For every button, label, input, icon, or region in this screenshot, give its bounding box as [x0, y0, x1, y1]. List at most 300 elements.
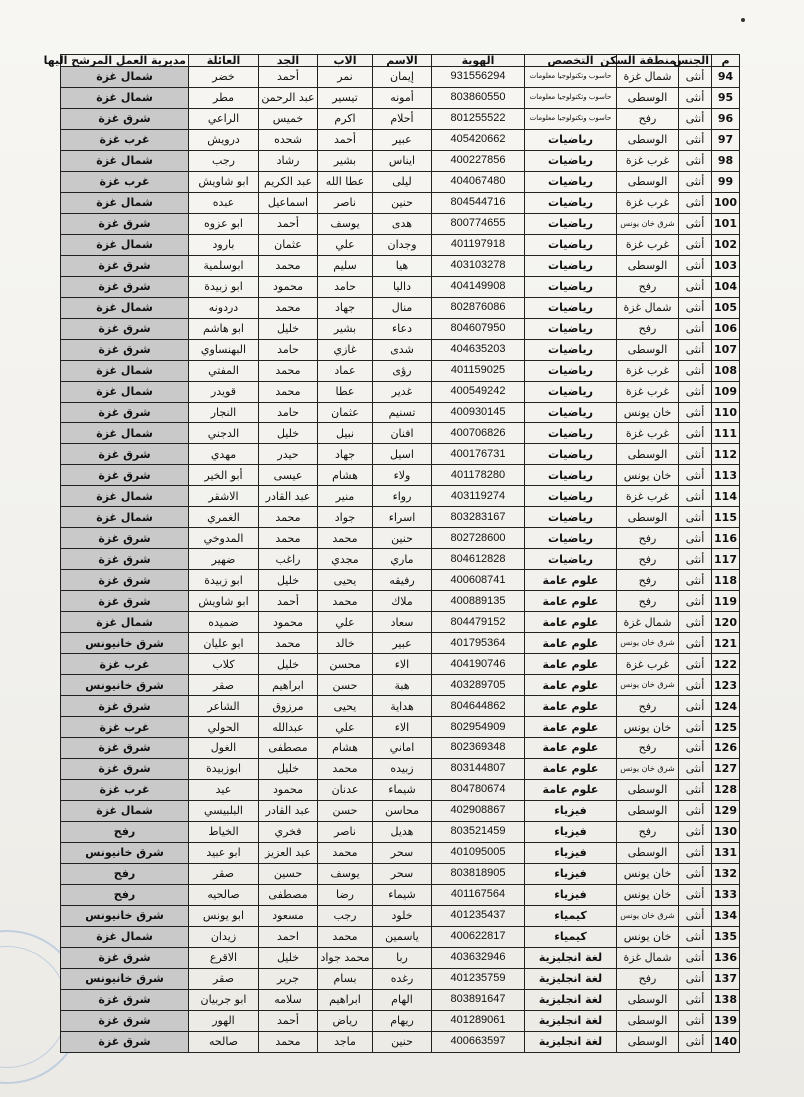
cell-grandfather-name: عيسى [259, 465, 318, 486]
cell-father-name: رضا [318, 884, 373, 905]
cell-grandfather-name: حامد [259, 339, 318, 360]
cell-directorate: شمال غزة [61, 150, 189, 171]
cell-directorate: شرق غزة [61, 276, 189, 297]
cell-grandfather-name: خليل [259, 947, 318, 968]
cell-specialty: رياضيات [525, 255, 617, 276]
cell-directorate: شمال غزة [61, 612, 189, 633]
cell-directorate: شرق غزة [61, 318, 189, 339]
cell-specialty: رياضيات [525, 297, 617, 318]
cell-father-name: محسن [318, 654, 373, 675]
cell-father-name: جهاد [318, 444, 373, 465]
cell-region: غرب غزة [617, 654, 679, 675]
cell-id: 401178280 [432, 465, 525, 486]
cell-gender: أنثى [679, 884, 712, 905]
cell-father-name: منير [318, 486, 373, 507]
cell-region: الوسطى [617, 87, 679, 108]
cell-id: 804612828 [432, 549, 525, 570]
cell-id: 404067480 [432, 171, 525, 192]
cell-gender: أنثى [679, 87, 712, 108]
cell-father-name: نبيل [318, 423, 373, 444]
cell-first-name: اسيل [373, 444, 432, 465]
cell-id: 803860550 [432, 87, 525, 108]
cell-region: الوسطى [617, 507, 679, 528]
cell-region: الوسطى [617, 129, 679, 150]
cell-father-name: بشير [318, 318, 373, 339]
cell-family-name: صقر [189, 968, 259, 989]
cell-grandfather-name: أحمد [259, 1010, 318, 1031]
cell-father-name: محمد جواد [318, 947, 373, 968]
table-row [61, 800, 740, 821]
cell-number: 125 [712, 717, 740, 738]
table-row [61, 696, 740, 717]
cell-first-name: حنين [373, 192, 432, 213]
cell-id: 802369348 [432, 738, 525, 759]
scan-speck [741, 18, 745, 22]
table-row [61, 570, 740, 591]
table-row [61, 255, 740, 276]
cell-gender: أنثى [679, 570, 712, 591]
cell-family-name: المدوخي [189, 528, 259, 549]
cell-grandfather-name: شحده [259, 129, 318, 150]
cell-grandfather-name: سلامه [259, 989, 318, 1010]
cell-directorate: شرق غزة [61, 255, 189, 276]
cell-grandfather-name: محمد [259, 528, 318, 549]
table-row [61, 654, 740, 675]
cell-grandfather-name: خليل [259, 654, 318, 675]
cell-specialty: فيزياء [525, 821, 617, 842]
cell-number: 106 [712, 318, 740, 339]
cell-grandfather-name: خليل [259, 570, 318, 591]
cell-gender: أنثى [679, 633, 712, 654]
cell-region: الوسطى [617, 339, 679, 360]
cell-family-name: ابو عبيد [189, 842, 259, 863]
candidates-table [43, 54, 740, 1053]
table-row [61, 779, 740, 800]
cell-gender: أنثى [679, 129, 712, 150]
table-row [61, 213, 740, 234]
cell-specialty: علوم عامة [525, 570, 617, 591]
cell-number: 135 [712, 926, 740, 947]
cell-id: 403103278 [432, 255, 525, 276]
cell-specialty: رياضيات [525, 465, 617, 486]
cell-gender: أنثى [679, 758, 712, 779]
cell-id: 400622817 [432, 926, 525, 947]
cell-family-name: ابو هاشم [189, 318, 259, 339]
cell-number: 136 [712, 947, 740, 968]
cell-first-name: سحر [373, 863, 432, 884]
table-row [61, 905, 740, 926]
cell-grandfather-name: حامد [259, 402, 318, 423]
table-row [61, 486, 740, 507]
table-row [61, 633, 740, 654]
cell-grandfather-name: محمد [259, 507, 318, 528]
cell-id: 404190746 [432, 654, 525, 675]
header-gender: الجنس [679, 55, 712, 67]
cell-directorate: شرق غزة [61, 339, 189, 360]
cell-number: 108 [712, 360, 740, 381]
cell-father-name: حامد [318, 276, 373, 297]
cell-grandfather-name: عبدالله [259, 717, 318, 738]
cell-region: الوسطى [617, 779, 679, 800]
cell-number: 122 [712, 654, 740, 675]
cell-family-name: الهور [189, 1010, 259, 1031]
table-row [61, 507, 740, 528]
cell-grandfather-name: محمد [259, 297, 318, 318]
cell-grandfather-name: أحمد [259, 67, 318, 88]
cell-specialty: رياضيات [525, 423, 617, 444]
cell-number: 105 [712, 297, 740, 318]
cell-family-name: الشاعر [189, 696, 259, 717]
cell-gender: أنثى [679, 276, 712, 297]
table-row [61, 926, 740, 947]
cell-specialty: حاسوب وتكنولوجيا معلومات [525, 67, 617, 88]
cell-number: 114 [712, 486, 740, 507]
cell-directorate: شمال غزة [61, 297, 189, 318]
cell-father-name: رجب [318, 905, 373, 926]
cell-specialty: علوم عامة [525, 758, 617, 779]
cell-family-name: مهدي [189, 444, 259, 465]
cell-family-name: المفتي [189, 360, 259, 381]
cell-specialty: رياضيات [525, 339, 617, 360]
cell-number: 132 [712, 863, 740, 884]
cell-grandfather-name: عبد الرحمن [259, 87, 318, 108]
cell-id: 400227856 [432, 150, 525, 171]
cell-first-name: حنين [373, 528, 432, 549]
cell-gender: أنثى [679, 654, 712, 675]
cell-first-name: ياسمين [373, 926, 432, 947]
cell-specialty: رياضيات [525, 213, 617, 234]
cell-grandfather-name: عثمان [259, 234, 318, 255]
cell-directorate: شرق غزة [61, 108, 189, 129]
cell-directorate: غرب غزة [61, 171, 189, 192]
cell-family-name: رجب [189, 150, 259, 171]
cell-number: 111 [712, 423, 740, 444]
cell-grandfather-name: محمد [259, 1031, 318, 1052]
cell-region: الوسطى [617, 1010, 679, 1031]
cell-family-name: مطر [189, 87, 259, 108]
table-row [61, 528, 740, 549]
cell-family-name: ابو شاويش [189, 591, 259, 612]
cell-grandfather-name: محمود [259, 276, 318, 297]
cell-number: 130 [712, 821, 740, 842]
cell-family-name: ضهير [189, 549, 259, 570]
cell-family-name: أبو الخير [189, 465, 259, 486]
cell-grandfather-name: محمد [259, 255, 318, 276]
cell-family-name: الغمري [189, 507, 259, 528]
cell-number: 112 [712, 444, 740, 465]
cell-number: 110 [712, 402, 740, 423]
table-row [61, 842, 740, 863]
cell-first-name: عبير [373, 129, 432, 150]
cell-specialty: كيمياء [525, 905, 617, 926]
cell-number: 102 [712, 234, 740, 255]
cell-father-name: رياض [318, 1010, 373, 1031]
cell-specialty: علوم عامة [525, 612, 617, 633]
cell-first-name: هبة [373, 675, 432, 696]
cell-gender: أنثى [679, 150, 712, 171]
cell-directorate: شرق غزة [61, 696, 189, 717]
cell-father-name: يحيى [318, 696, 373, 717]
cell-father-name: نمر [318, 67, 373, 88]
header-region: منطقة السكن [617, 55, 679, 67]
cell-directorate: رفح [61, 821, 189, 842]
cell-father-name: هشام [318, 465, 373, 486]
cell-region: رفح [617, 318, 679, 339]
cell-grandfather-name: محمد [259, 360, 318, 381]
cell-gender: أنثى [679, 213, 712, 234]
cell-id: 802876086 [432, 297, 525, 318]
cell-number: 95 [712, 87, 740, 108]
cell-region: رفح [617, 696, 679, 717]
cell-region: خان يونس [617, 884, 679, 905]
cell-grandfather-name: خليل [259, 758, 318, 779]
cell-specialty: علوم عامة [525, 738, 617, 759]
cell-father-name: علي [318, 717, 373, 738]
cell-grandfather-name: أحمد [259, 213, 318, 234]
cell-directorate: غرب غزة [61, 717, 189, 738]
cell-number: 118 [712, 570, 740, 591]
cell-specialty: رياضيات [525, 507, 617, 528]
table-row [61, 67, 740, 88]
cell-gender: أنثى [679, 905, 712, 926]
cell-father-name: ناصر [318, 821, 373, 842]
table-row [61, 276, 740, 297]
cell-directorate: شرق غزة [61, 947, 189, 968]
cell-id: 804479152 [432, 612, 525, 633]
table-row [61, 381, 740, 402]
cell-directorate: شرق غزة [61, 989, 189, 1010]
table-row [61, 339, 740, 360]
table-body [61, 67, 740, 1053]
cell-directorate: شمال غزة [61, 486, 189, 507]
cell-id: 803283167 [432, 507, 525, 528]
cell-directorate: شمال غزة [61, 360, 189, 381]
cell-father-name: علي [318, 612, 373, 633]
header-num: م [712, 55, 740, 67]
cell-directorate: رفح [61, 863, 189, 884]
cell-number: 119 [712, 591, 740, 612]
cell-number: 139 [712, 1010, 740, 1031]
cell-father-name: سليم [318, 255, 373, 276]
cell-directorate: شمال غزة [61, 423, 189, 444]
cell-specialty: كيمياء [525, 926, 617, 947]
cell-number: 137 [712, 968, 740, 989]
cell-family-name: البهنساوي [189, 339, 259, 360]
table-row [61, 591, 740, 612]
cell-region: شمال غزة [617, 297, 679, 318]
cell-region: رفح [617, 591, 679, 612]
cell-directorate: شمال غزة [61, 926, 189, 947]
cell-number: 97 [712, 129, 740, 150]
cell-gender: أنثى [679, 444, 712, 465]
cell-number: 121 [712, 633, 740, 654]
cell-id: 400608741 [432, 570, 525, 591]
cell-region: غرب غزة [617, 381, 679, 402]
cell-number: 101 [712, 213, 740, 234]
cell-gender: أنثى [679, 171, 712, 192]
cell-grandfather-name: أحمد [259, 591, 318, 612]
table-row [61, 465, 740, 486]
cell-directorate: شرق غزة [61, 465, 189, 486]
cell-grandfather-name: مسعود [259, 905, 318, 926]
cell-father-name: مجدي [318, 549, 373, 570]
cell-specialty: علوم عامة [525, 654, 617, 675]
cell-first-name: ليلى [373, 171, 432, 192]
cell-grandfather-name: خليل [259, 318, 318, 339]
cell-number: 138 [712, 989, 740, 1010]
cell-family-name: قويدر [189, 381, 259, 402]
cell-first-name: ماري [373, 549, 432, 570]
cell-id: 804780674 [432, 779, 525, 800]
cell-specialty: رياضيات [525, 486, 617, 507]
cell-father-name: خالد [318, 633, 373, 654]
cell-region: خان يونس [617, 465, 679, 486]
cell-father-name: ابراهيم [318, 989, 373, 1010]
cell-gender: أنثى [679, 255, 712, 276]
cell-id: 401289061 [432, 1010, 525, 1031]
cell-id: 401235759 [432, 968, 525, 989]
cell-family-name: ابو عليان [189, 633, 259, 654]
cell-specialty: فيزياء [525, 884, 617, 905]
cell-family-name: خضر [189, 67, 259, 88]
cell-first-name: ريهام [373, 1010, 432, 1031]
cell-gender: أنثى [679, 234, 712, 255]
cell-number: 104 [712, 276, 740, 297]
cell-grandfather-name: محمد [259, 633, 318, 654]
cell-directorate: شرق غزة [61, 591, 189, 612]
cell-region: الوسطى [617, 444, 679, 465]
table-row [61, 192, 740, 213]
cell-directorate: شمال غزة [61, 67, 189, 88]
cell-directorate: شرق غزة [61, 528, 189, 549]
cell-specialty: فيزياء [525, 800, 617, 821]
cell-number: 128 [712, 779, 740, 800]
cell-family-name: الخياط [189, 821, 259, 842]
cell-region: الوسطى [617, 171, 679, 192]
cell-number: 100 [712, 192, 740, 213]
table-row [61, 612, 740, 633]
cell-region: غرب غزة [617, 423, 679, 444]
cell-first-name: هداية [373, 696, 432, 717]
cell-id: 403632946 [432, 947, 525, 968]
cell-family-name: ابوسلمية [189, 255, 259, 276]
cell-gender: أنثى [679, 465, 712, 486]
table-row [61, 87, 740, 108]
cell-id: 400889135 [432, 591, 525, 612]
cell-id: 803144807 [432, 758, 525, 779]
cell-region: خان يونس [617, 863, 679, 884]
cell-gender: أنثى [679, 381, 712, 402]
cell-father-name: محمد [318, 528, 373, 549]
cell-family-name: الاشقر [189, 486, 259, 507]
cell-region: رفح [617, 276, 679, 297]
cell-specialty: علوم عامة [525, 779, 617, 800]
cell-family-name: الحولي [189, 717, 259, 738]
cell-id: 405420662 [432, 129, 525, 150]
cell-family-name: صالحه [189, 1031, 259, 1052]
cell-gender: أنثى [679, 339, 712, 360]
cell-gender: أنثى [679, 297, 712, 318]
cell-grandfather-name: عبد القادر [259, 486, 318, 507]
table-row [61, 234, 740, 255]
cell-number: 140 [712, 1031, 740, 1052]
cell-region: شمال غزة [617, 612, 679, 633]
cell-directorate: شرق خانيونس [61, 905, 189, 926]
cell-region: غرب غزة [617, 192, 679, 213]
cell-number: 113 [712, 465, 740, 486]
cell-first-name: الهام [373, 989, 432, 1010]
cell-father-name: تيسير [318, 87, 373, 108]
cell-grandfather-name: مصطفى [259, 884, 318, 905]
cell-gender: أنثى [679, 926, 712, 947]
cell-number: 123 [712, 675, 740, 696]
cell-family-name: ابوزبيدة [189, 758, 259, 779]
cell-directorate: غرب غزة [61, 654, 189, 675]
cell-directorate: شمال غزة [61, 507, 189, 528]
table-row [61, 989, 740, 1010]
cell-family-name: درويش [189, 129, 259, 150]
cell-region: غرب غزة [617, 150, 679, 171]
cell-first-name: ولاء [373, 465, 432, 486]
cell-father-name: عطا [318, 381, 373, 402]
cell-family-name: النجار [189, 402, 259, 423]
cell-number: 134 [712, 905, 740, 926]
cell-first-name: سحر [373, 842, 432, 863]
table-row [61, 968, 740, 989]
cell-gender: أنثى [679, 989, 712, 1010]
cell-father-name: محمد [318, 758, 373, 779]
cell-first-name: رغده [373, 968, 432, 989]
cell-directorate: شمال غزة [61, 381, 189, 402]
cell-gender: أنثى [679, 1010, 712, 1031]
table-row [61, 1010, 740, 1031]
cell-father-name: اكرم [318, 108, 373, 129]
cell-first-name: شيماء [373, 884, 432, 905]
cell-region: خان يونس [617, 717, 679, 738]
cell-family-name: صقر [189, 863, 259, 884]
cell-specialty: فيزياء [525, 842, 617, 863]
cell-directorate: شرق غزة [61, 444, 189, 465]
table-row [61, 549, 740, 570]
cell-first-name: هدى [373, 213, 432, 234]
cell-region: رفح [617, 738, 679, 759]
cell-region: شمال غزة [617, 947, 679, 968]
cell-specialty: رياضيات [525, 381, 617, 402]
table-row [61, 675, 740, 696]
cell-region: رفح [617, 108, 679, 129]
header-grandfather: الجد [259, 55, 318, 67]
cell-specialty: فيزياء [525, 863, 617, 884]
cell-id: 400176731 [432, 444, 525, 465]
table-row [61, 758, 740, 779]
header-family: العائلة [189, 55, 259, 67]
cell-specialty: لغة انجليزية [525, 947, 617, 968]
cell-specialty: رياضيات [525, 150, 617, 171]
cell-first-name: تسنيم [373, 402, 432, 423]
cell-specialty: رياضيات [525, 444, 617, 465]
cell-number: 99 [712, 171, 740, 192]
cell-id: 802728600 [432, 528, 525, 549]
cell-father-name: محمد [318, 926, 373, 947]
cell-family-name: الاقرع [189, 947, 259, 968]
cell-family-name: ابو يونس [189, 905, 259, 926]
cell-region: رفح [617, 968, 679, 989]
cell-first-name: داليا [373, 276, 432, 297]
cell-directorate: شرق غزة [61, 1010, 189, 1031]
table-row [61, 129, 740, 150]
cell-first-name: محاسن [373, 800, 432, 821]
cell-number: 120 [712, 612, 740, 633]
